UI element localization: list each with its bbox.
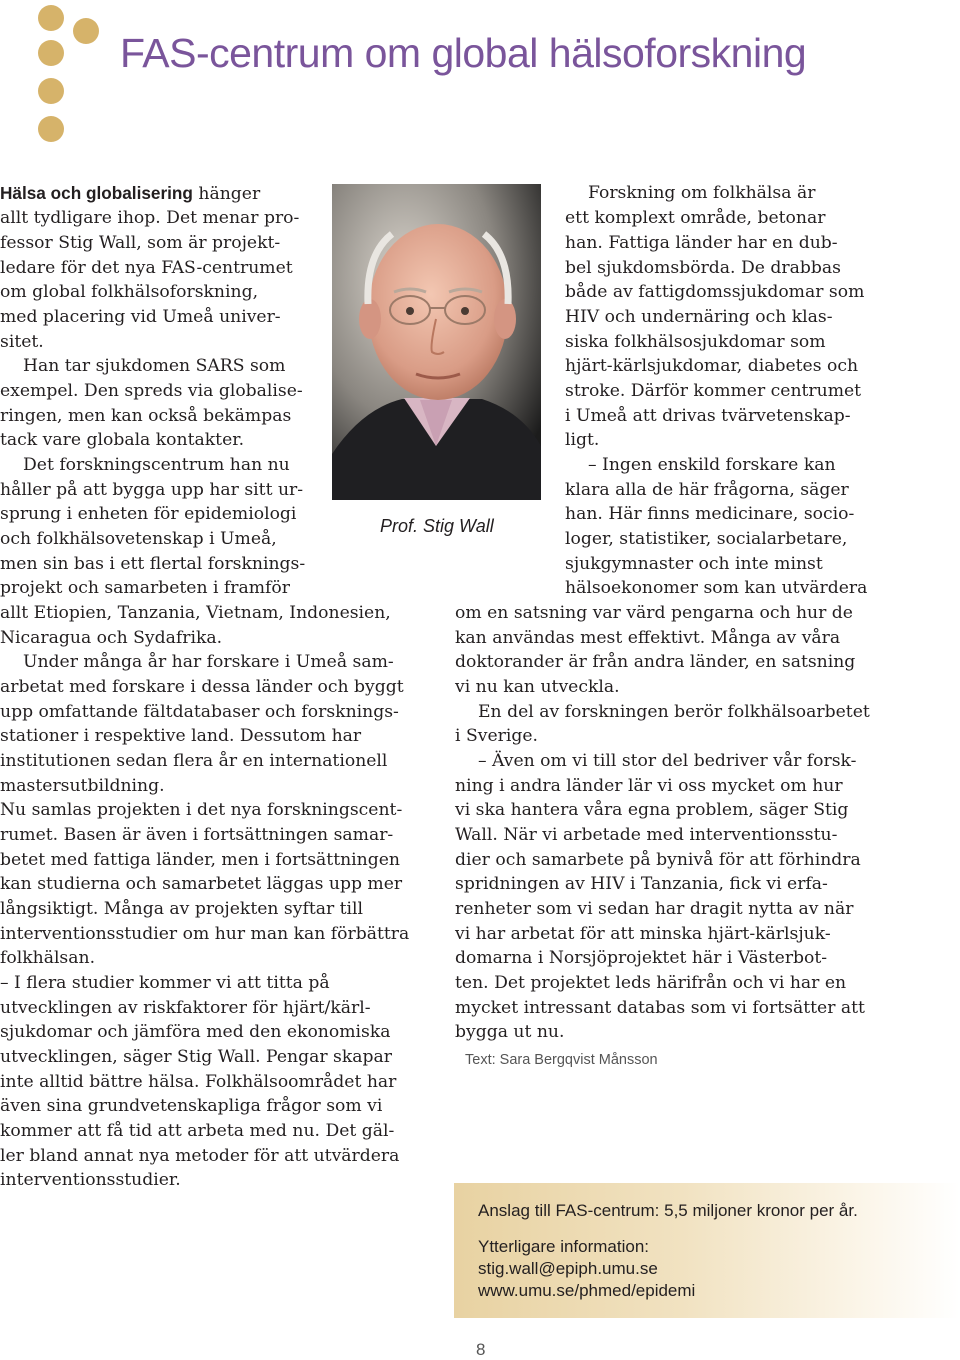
text-line: stationer i respektive land. Dessutom har (0, 726, 362, 746)
text-line: allt tydligare ihop. Det menar pro- (0, 208, 300, 228)
text-line: långsiktigt. Många av projekten syftar till (0, 899, 364, 919)
text-line: ler bland annat nya metoder för att utvärdera (0, 1146, 400, 1166)
text-line: projekt och samarbeten i framför (0, 578, 290, 598)
text-line: utvecklingen av riskfaktorer för hjärt/kärl- (0, 998, 371, 1018)
text-line: – I flera studier kommer vi att titta på (0, 973, 330, 993)
logo-dot (38, 116, 64, 142)
text-line: kommer att få tid att arbeta med nu. Det gäl- (0, 1121, 395, 1141)
text-line: vi har arbetat för att minska hjärt-kärlsjuk- (455, 924, 831, 944)
text-line: Hälsa och globalisering hänger (0, 183, 261, 204)
text-line: hjärt-kärlsjukdomar, diabetes och (565, 356, 859, 376)
text-line: HIV och undernäring och klas- (565, 307, 833, 327)
text-line: – Även om vi till stor del bedriver vår forsk- (478, 751, 857, 771)
text-line: men sin bas i ett flertal forsknings- (0, 554, 306, 574)
text-line: ligt. (565, 430, 600, 450)
text-line: sjukdomar och jämföra med den ekonomiska (0, 1022, 391, 1042)
text-line: håller på att bygga upp har sitt ur- (0, 480, 304, 500)
text-line: dier och samarbete på bynivå för att förhindra (455, 850, 861, 870)
text-line: hälsoekonomer som kan utvärdera (565, 578, 868, 598)
text-line: loger, statistiker, socialarbetare, (565, 529, 848, 549)
text-line: om global folkhälsoforskning, (0, 282, 259, 302)
logo-dot (38, 40, 64, 66)
text-line: stroke. Därför kommer centrumet (565, 381, 862, 401)
text-line: i Umeå att drivas tvärvetenskap- (565, 406, 851, 426)
text-line: sitet. (0, 332, 44, 352)
logo-dot (38, 78, 64, 104)
logo-dot (73, 18, 99, 44)
text-line: ledare för det nya FAS-centrumet (0, 258, 293, 278)
text-line: han. Här finns medicinare, socio- (565, 504, 855, 524)
text-line: kan studierna och samarbetet läggas upp mer (0, 874, 403, 894)
text-line: Wall. När vi arbetade med interventionsstu- (455, 825, 838, 845)
text-line: betet med fattiga länder, men i fortsättningen (0, 850, 400, 870)
text-line: En del av forskningen berör folkhälsoarbetet (478, 702, 870, 722)
portrait-photo (332, 184, 541, 500)
website-link[interactable]: www.umu.se/phmed/epidemi (478, 1281, 696, 1300)
text-line: Det forskningscentrum han nu (23, 455, 290, 475)
text-line: rumet. Basen är även i fortsättningen samar- (0, 825, 394, 845)
portrait-illustration (332, 184, 541, 500)
text-line: klara alla de här frågorna, säger (565, 480, 849, 500)
text-line: interventionsstudier om hur man kan förbättra (0, 924, 410, 944)
text-line: ning i andra länder lär vi oss mycket om hur (455, 776, 843, 796)
text-line: mastersutbildning. (0, 776, 165, 796)
text-line: mycket intressant databas som vi fortsätter att (455, 998, 865, 1018)
text-line: vi nu kan utveckla. (455, 677, 620, 697)
text-line: Forskning om folkhälsa är (588, 183, 816, 203)
text-line: sprung i enheten för epidemiologi (0, 504, 297, 524)
text-line: både av fattigdomssjukdomar som (565, 282, 865, 302)
text-line: ett komplext område, betonar (565, 208, 826, 228)
text-line: – Ingen enskild forskare kan (588, 455, 836, 475)
text-line: ten. Det projektet leds härifrån och vi har en (455, 973, 847, 993)
text-line: Nicaragua och Sydafrika. (0, 628, 223, 648)
text-line: renheter som vi sedan har dragit nytta av när (455, 899, 854, 919)
logo-dot (38, 5, 64, 31)
page-title: FAS-centrum om global hälsoforskning (120, 30, 807, 76)
text-line: siska folkhälsosjukdomar som (565, 332, 826, 352)
text-line: utvecklingen, säger Stig Wall. Pengar skapar (0, 1047, 392, 1067)
text-line: domarna i Norsjöprojektet här i Västerbot- (455, 948, 828, 968)
text-line: och folkhälsovetenskap i Umeå, (0, 529, 277, 549)
text-line: doktorander är från andra länder, en satsning (455, 652, 856, 672)
contact-email-link[interactable]: stig.wall@epiph.umu.se (478, 1259, 658, 1278)
text-line: allt Etiopien, Tanzania, Vietnam, Indonesien, (0, 603, 391, 623)
text-line: tack vare globala kontakter. (0, 430, 245, 450)
text-line: med placering vid Umeå univer- (0, 307, 281, 327)
text-line: Nu samlas projekten i det nya forskningscent- (0, 800, 403, 820)
funding-text: Anslag till FAS-centrum: 5,5 miljoner kronor per år. (478, 1201, 858, 1220)
text-line: om en satsning var värd pengarna och hur de (455, 603, 853, 623)
text-line: folkhälsan. (0, 948, 96, 968)
author-byline: Text: Sara Bergqvist Månsson (465, 1052, 658, 1068)
text-line: Under många år har forskare i Umeå sam- (23, 652, 394, 672)
text-line: bel sjukdomsbörda. De drabbas (565, 258, 841, 278)
text-line: vi ska hantera våra egna problem, säger Stig (455, 800, 849, 820)
fact-box (454, 1183, 960, 1318)
text-line: arbetat med forskare i dessa länder och byggt (0, 677, 404, 697)
text-line: institutionen sedan flera år en internationell (0, 751, 388, 771)
text-line: inte alltid bättre hälsa. Folkhälsoområdet har (0, 1072, 397, 1092)
lead-heading: Hälsa och globalisering (0, 183, 193, 203)
text-line: i Sverige. (455, 726, 538, 746)
text-line: kan användas mest effektivt. Många av våra (455, 628, 841, 648)
text-line: spridningen av HIV i Tanzania, fick vi erfa- (455, 874, 828, 894)
text-line: interventionsstudier. (0, 1170, 181, 1190)
page-number: 8 (476, 1340, 486, 1359)
text-line: bygga ut nu. (455, 1022, 565, 1042)
text-line: upp omfattande fältdatabaser och forsknings- (0, 702, 399, 722)
photo-caption: Prof. Stig Wall (380, 516, 494, 536)
text-line: han. Fattiga länder har en dub- (565, 233, 838, 253)
text-line: sjukgymnaster och inte minst (565, 554, 823, 574)
text-line: Han tar sjukdomen SARS som (23, 356, 286, 376)
text-line: fessor Stig Wall, som är projekt- (0, 233, 281, 253)
text-line: ringen, men kan också bekämpas (0, 406, 292, 426)
text-line: exempel. Den spreds via globalise- (0, 381, 303, 401)
contact-label: Ytterligare information: (478, 1237, 650, 1256)
text-line: även sina grundvetenskapliga frågor som vi (0, 1096, 383, 1116)
